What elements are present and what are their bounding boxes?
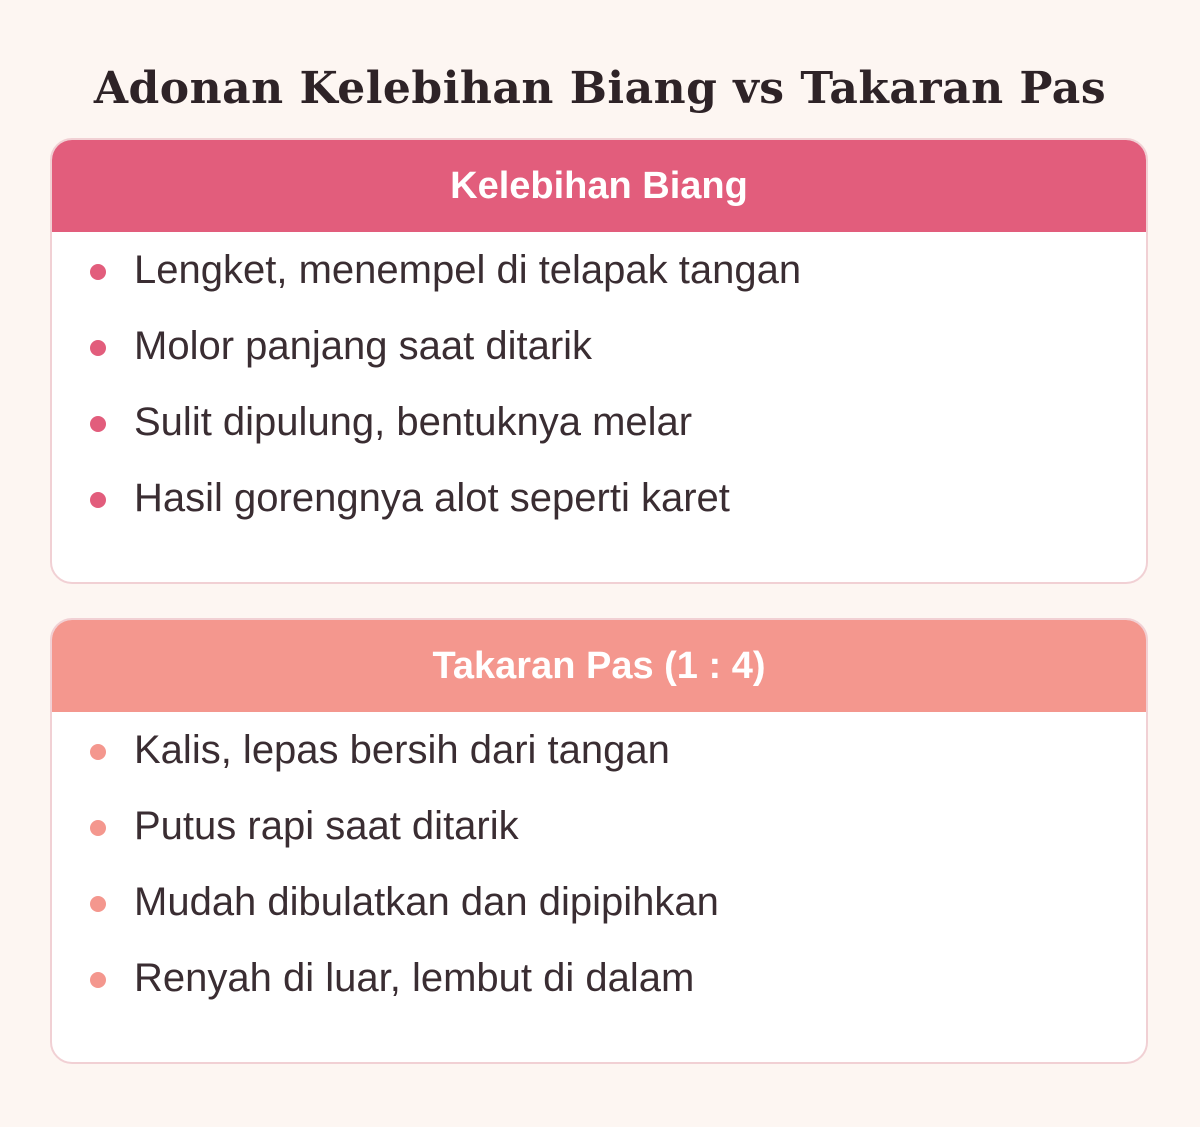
item-list — [52, 232, 1146, 536]
card-takaran-pas — [50, 618, 1148, 1064]
card-header: Takaran Pas (1 : 4) — [52, 620, 1146, 712]
item-label: Putus rapi saat ditarik — [134, 803, 519, 848]
bullet-icon — [90, 896, 106, 912]
card-kelebihan-biang — [50, 138, 1148, 584]
item-label: Kalis, lepas bersih dari tangan — [134, 727, 670, 772]
list-item — [52, 384, 1146, 460]
list-item — [52, 232, 1146, 308]
item-label: Molor panjang saat ditarik — [134, 323, 593, 368]
item-label: Sulit dipulung, bentuknya melar — [134, 399, 693, 444]
bullet-icon — [90, 340, 106, 356]
list-item — [52, 788, 1146, 864]
item-label: Lengket, menempel di telapak tangan — [134, 247, 802, 292]
list-item — [52, 864, 1146, 940]
item-label: Hasil gorengnya alot seperti karet — [134, 475, 730, 520]
page-title: Adonan Kelebihan Biang vs Takaran Pas — [93, 63, 1107, 115]
item-label: Renyah di luar, lembut di dalam — [134, 955, 695, 1000]
item-label: Mudah dibulatkan dan dipipihkan — [134, 879, 719, 924]
bullet-icon — [90, 416, 106, 432]
bullet-icon — [90, 972, 106, 988]
bullet-icon — [90, 492, 106, 508]
list-item — [52, 712, 1146, 788]
list-item — [52, 460, 1146, 536]
list-item — [52, 940, 1146, 1016]
card-header: Kelebihan Biang — [52, 140, 1146, 232]
item-list — [52, 712, 1146, 1016]
bullet-icon — [90, 744, 106, 760]
bullet-icon — [90, 820, 106, 836]
list-item — [52, 308, 1146, 384]
bullet-icon — [90, 264, 106, 280]
